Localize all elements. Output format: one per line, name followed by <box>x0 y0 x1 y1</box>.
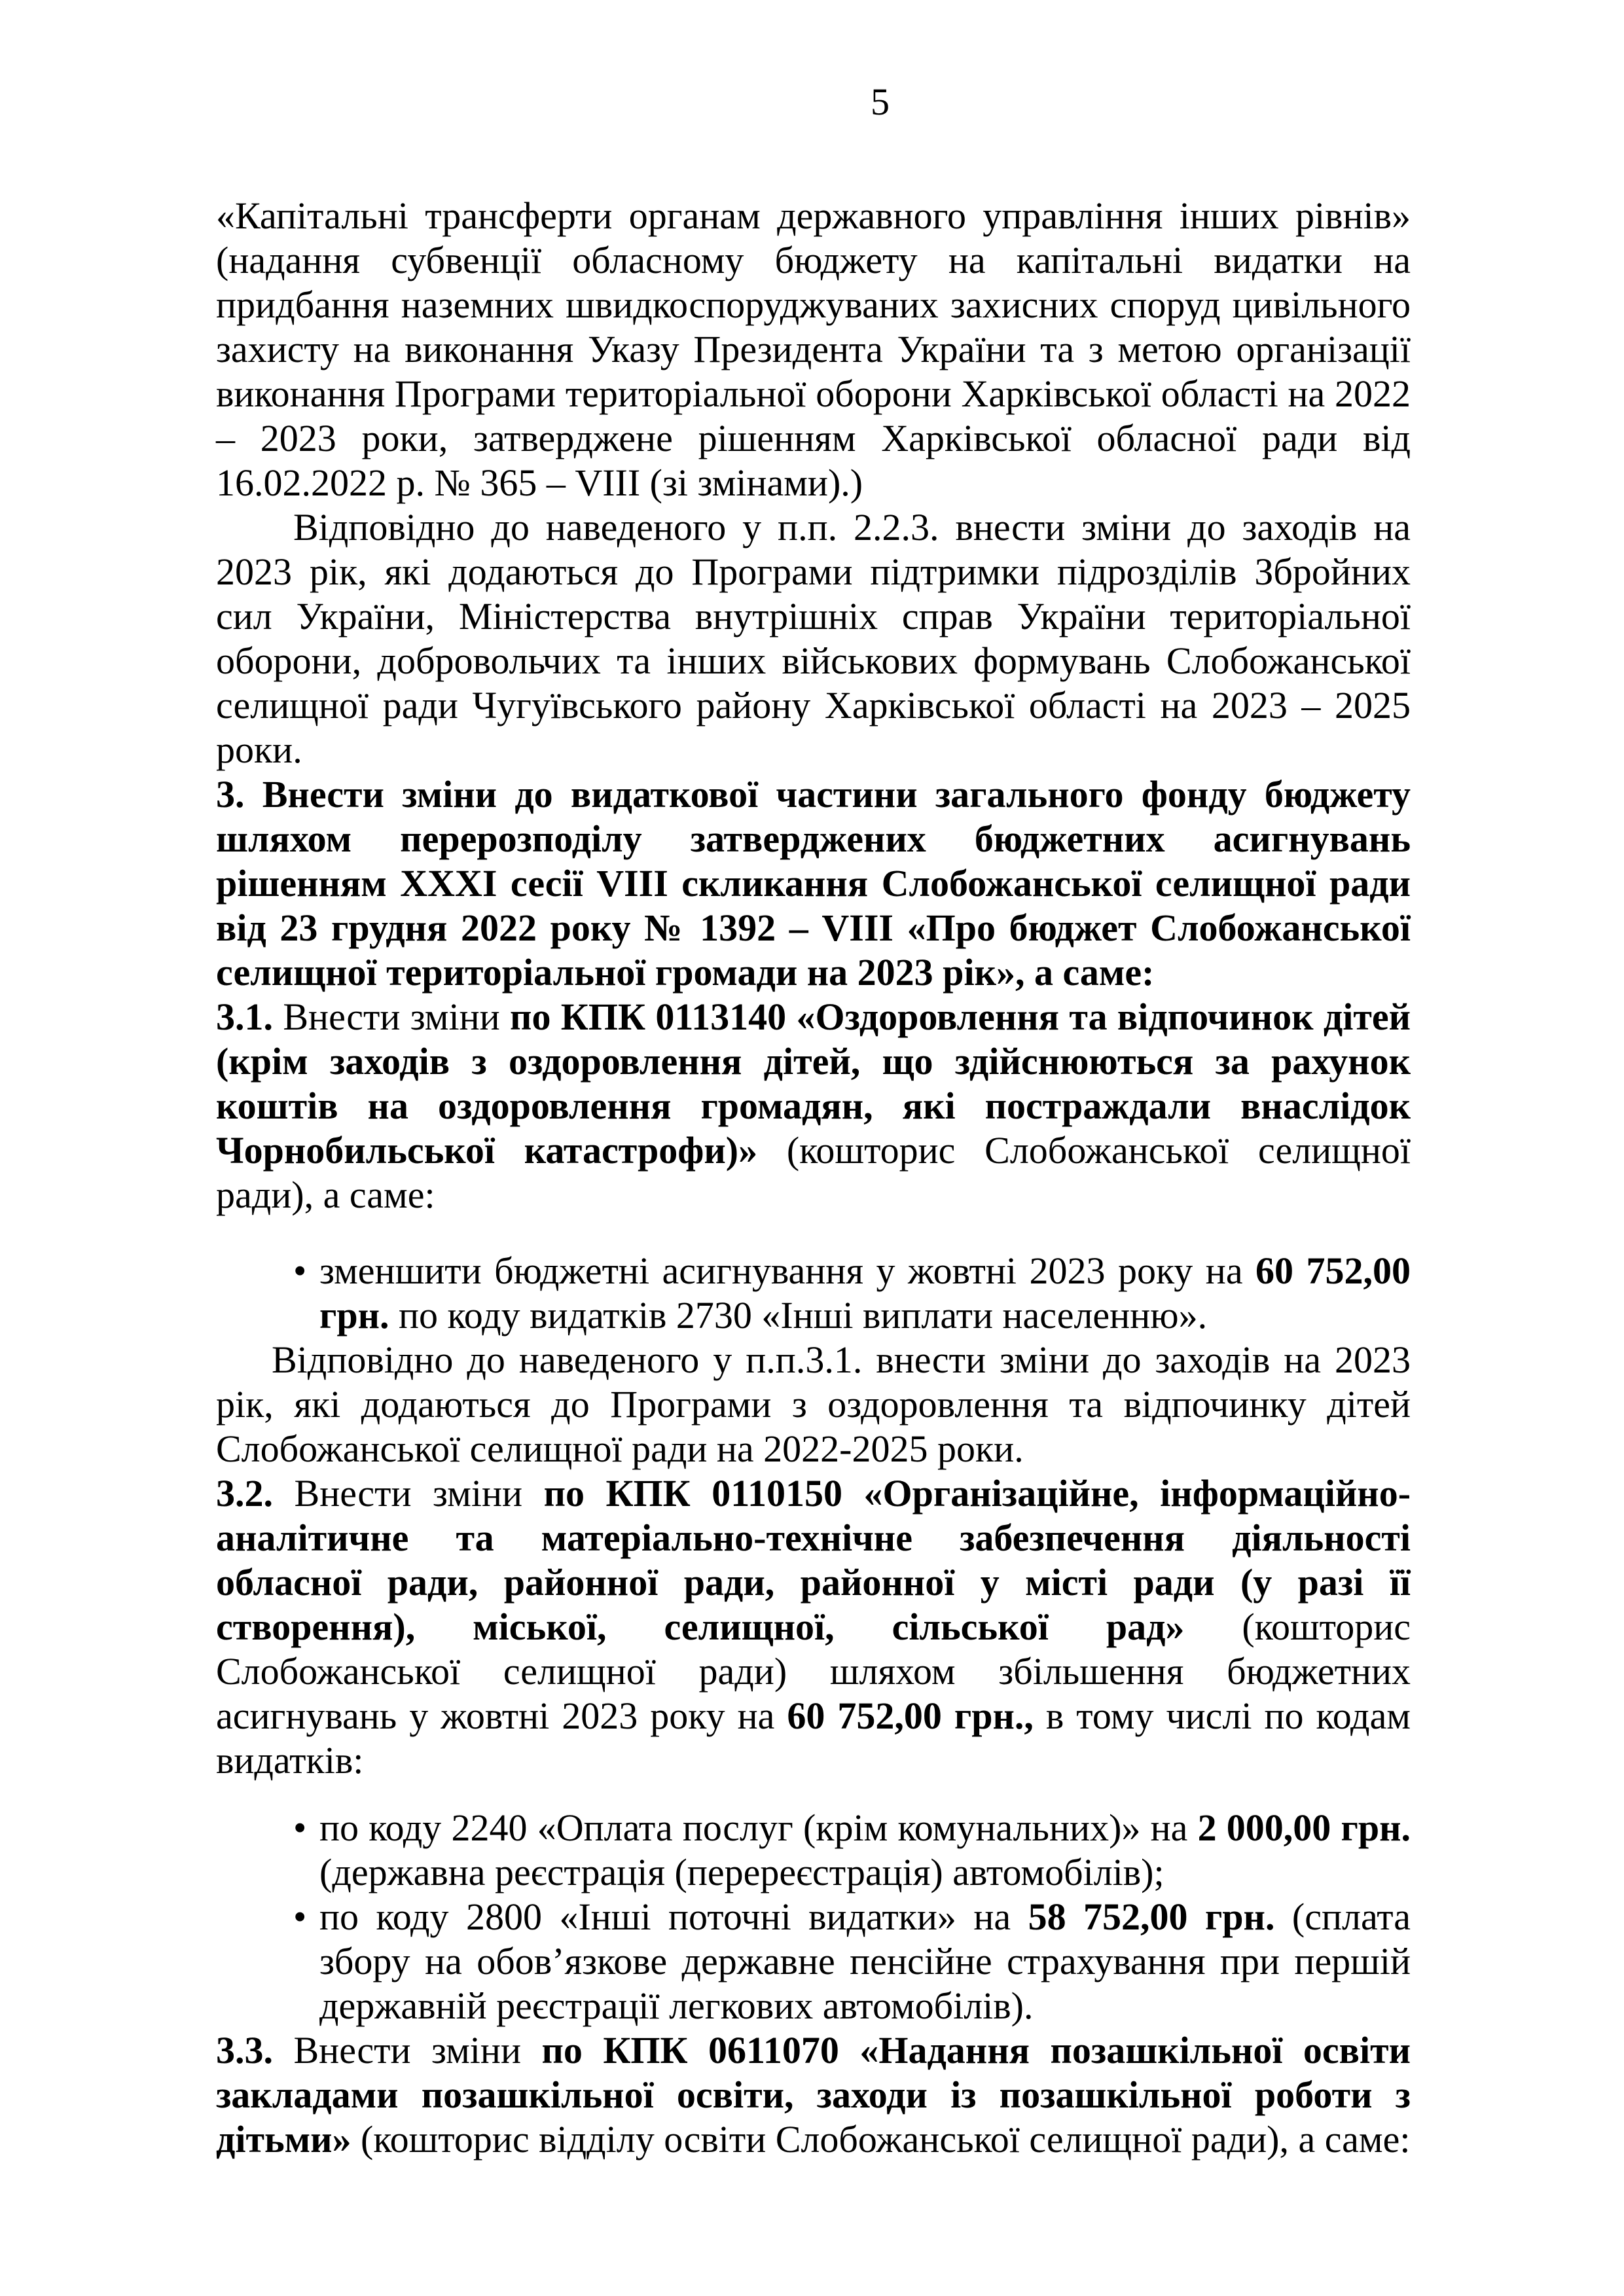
paragraph-amendments-2-2-3: Відповідно до наведеного у п.п. 2.2.3. внести зміни до заходів на 2023 рік, які додаються до Програми підтримки підрозділів Збройних сил України, Міністерства внутрішніх справ України територіальної оборони, добровольчих та інших військових формувань Слобожанської селищної ради Чугуївського району Харківської області на 2023 – 2025 роки. <box>216 506 1411 771</box>
list-3-2 <box>216 1806 1411 2028</box>
document-body <box>216 194 1411 2162</box>
list-item-text: по коду 2800 «Інші поточні видатки» на 58 752,00 грн. (сплата збору на обов’язкове державне пенсійне страхування при першій державній реєстрації легкових автомобілів). <box>319 1895 1411 2027</box>
bullet-icon: • <box>293 1806 307 1849</box>
section-3-3-paragraph: 3.3. Внести зміни по КПК 0611070 «Надання позашкільної освіти закладами позашкільної освіти, заходи із позашкільної роботи з дітьми» (кошторис відділу освіти Слобожанської селищної ради), а саме: <box>216 2029 1411 2161</box>
section-3-2-paragraph: 3.2. Внести зміни по КПК 0110150 «Організаційне, інформаційно-аналітичне та матеріально-технічне забезпечення діяльності обласної ради, районної ради, районної у місті ради (у разі її створення), міської, селищної, сільської рад» (кошторис Слобожанської селищної ради) шляхом збільшення бюджетних асигнувань у жовтні 2023 року на 60 752,00 грн., в тому числі по кодам видатків: <box>216 1472 1411 1782</box>
bullet-icon: • <box>293 1895 307 1938</box>
section-3-1-paragraph: 3.1. Внести зміни по КПК 0113140 «Оздоровлення та відпочинок дітей (крім заходів з оздоровлення дітей, що здійснюються за рахунок коштів на оздоровлення громадян, які постраждали внаслідок Чорнобильської катастрофи)» (кошторис Слобожанської селищної ради), а саме: <box>216 996 1411 1216</box>
page-number: 5 <box>871 81 890 123</box>
list-item-code-2800 <box>216 1895 1411 2028</box>
list-item-code-2240 <box>216 1806 1411 1895</box>
list-item-text: зменшити бюджетні асигнування у жовтні 2023 року на 60 752,00 грн. по коду видатків 2730 «Інші виплати населенню». <box>319 1249 1411 1336</box>
list-item-text: по коду 2240 «Оплата послуг (крім комунальних)» на 2 000,00 грн. (державна реєстрація (перереєстрація) автомобілів); <box>319 1806 1411 1893</box>
list-3-1 <box>216 1249 1411 1338</box>
paragraph-capital-transfers: «Капітальні трансферти органам державного управління інших рівнів» (надання субвенції обласному бюджету на капітальні видатки на придбання наземних швидкоспоруджуваних захисних споруд цивільного захисту на виконання Указу Президента України та з метою організації виконання Програми територіальної оборони Харківської області на 2022 – 2023 роки, затверджене рішенням Харківської обласної ради від 16.02.2022 р. № 365 – VIII (зі змінами).) <box>216 194 1411 504</box>
section-3-heading: 3. Внести зміни до видаткової частини загального фонду бюджету шляхом перерозподілу затверджених бюджетних асигнувань рішенням XXXI сесії VIII скликання Слобожанської селищної ради від 23 грудня 2022 року № 1392 – VIII «Про бюджет Слобожанської селищної територіальної громади на 2023 рік», а саме: <box>216 773 1411 994</box>
list-item-decrease-code-2730 <box>216 1249 1411 1338</box>
bullet-icon: • <box>293 1249 307 1292</box>
paragraph-amendments-3-1: Відповідно до наведеного у п.п.3.1. внести зміни до заходів на 2023 рік, які додаються до Програми з оздоровлення та відпочинку дітей Слобожанської селищної ради на 2022-2025 роки. <box>216 1338 1411 1470</box>
